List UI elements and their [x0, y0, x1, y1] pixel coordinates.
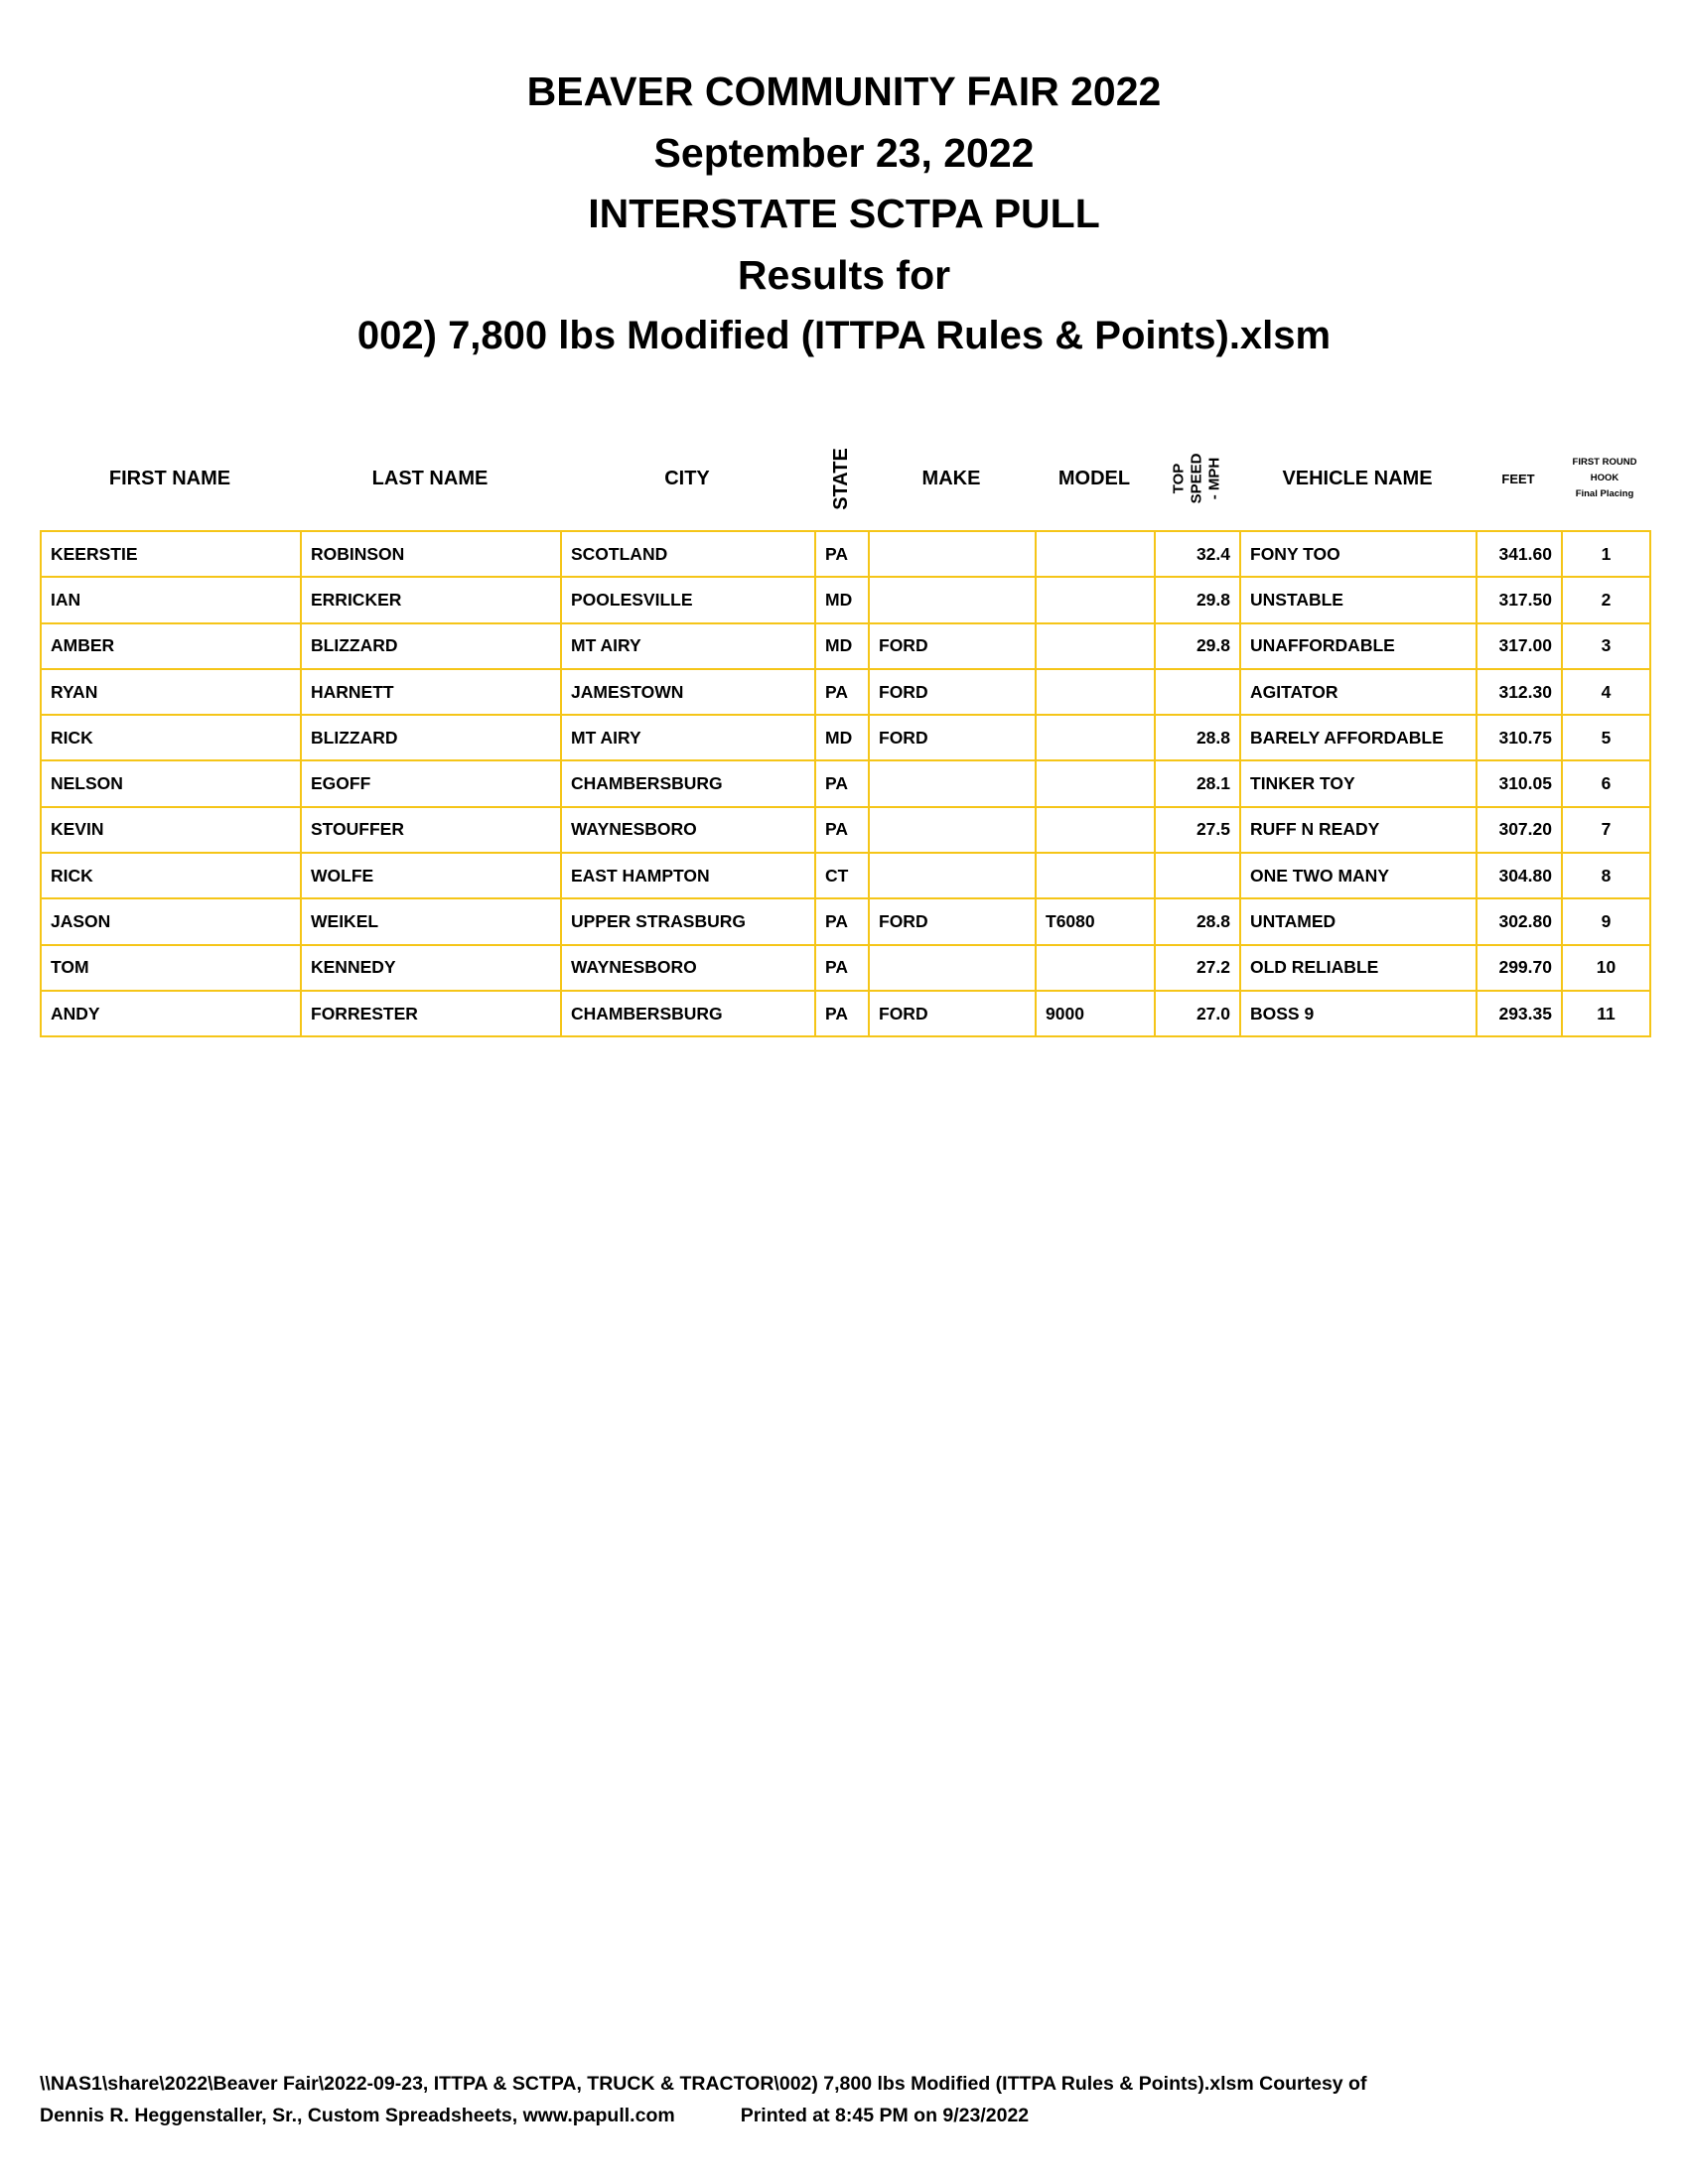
- vehicle-name-cell: BARELY AFFORDABLE: [1240, 715, 1477, 760]
- model-cell: [1036, 623, 1155, 669]
- footer-file-path: \\NAS1\share\2022\Beaver Fair\2022-09-23, ITTPA & SCTPA, TRUCK & TRACTOR\002) 7,800 lbs Modified (ITTPA Rules & Points).xlsm Courtesy of: [40, 2073, 1367, 2095]
- make-cell: [869, 945, 1036, 991]
- footer-printed-time: Printed at 8:45 PM on 9/23/2022: [740, 2105, 1030, 2126]
- last-name-cell: BLIZZARD: [301, 623, 561, 669]
- first-name-cell: KEERSTIE: [41, 531, 301, 577]
- feet-cell: 293.35: [1477, 991, 1562, 1036]
- city-cell: CHAMBERSBURG: [561, 760, 815, 806]
- top-speed-cell: 32.4: [1155, 531, 1240, 577]
- state-cell: PA: [815, 669, 869, 715]
- first-name-cell: IAN: [41, 577, 301, 622]
- header-top-speed-line1: TOP: [1169, 463, 1187, 494]
- class-filename: 002) 7,800 lbs Modified (ITTPA Rules & Points).xlsm: [356, 314, 1332, 357]
- make-cell: [869, 760, 1036, 806]
- vehicle-name-cell: AGITATOR: [1240, 669, 1477, 715]
- header-placing-line1: FIRST ROUND: [1572, 457, 1637, 468]
- header-placing-line2: HOOK: [1590, 473, 1619, 483]
- table-row: [41, 669, 1650, 715]
- vehicle-name-cell: UNTAMED: [1240, 898, 1477, 944]
- state-cell: PA: [815, 898, 869, 944]
- event-title: BEAVER COMMUNITY FAIR 2022: [526, 68, 1162, 114]
- placing-cell: 9: [1562, 898, 1650, 944]
- make-cell: [869, 807, 1036, 853]
- state-cell: CT: [815, 853, 869, 898]
- vehicle-name-cell: ONE TWO MANY: [1240, 853, 1477, 898]
- placing-cell: 7: [1562, 807, 1650, 853]
- placing-cell: 11: [1562, 991, 1650, 1036]
- make-cell: FORD: [869, 623, 1036, 669]
- last-name-cell: ROBINSON: [301, 531, 561, 577]
- make-cell: FORD: [869, 669, 1036, 715]
- feet-cell: 317.50: [1477, 577, 1562, 622]
- placing-cell: 1: [1562, 531, 1650, 577]
- model-cell: [1036, 715, 1155, 760]
- first-name-cell: TOM: [41, 945, 301, 991]
- top-speed-cell: 29.8: [1155, 623, 1240, 669]
- first-name-cell: ANDY: [41, 991, 301, 1036]
- make-cell: FORD: [869, 898, 1036, 944]
- last-name-cell: STOUFFER: [301, 807, 561, 853]
- first-name-cell: RICK: [41, 715, 301, 760]
- top-speed-cell: 27.0: [1155, 991, 1240, 1036]
- model-cell: [1036, 577, 1155, 622]
- last-name-cell: WOLFE: [301, 853, 561, 898]
- placing-cell: 8: [1562, 853, 1650, 898]
- header-top-speed-line2: SPEED: [1187, 453, 1204, 504]
- state-cell: MD: [815, 577, 869, 622]
- city-cell: SCOTLAND: [561, 531, 815, 577]
- state-cell: PA: [815, 991, 869, 1036]
- model-cell: [1036, 945, 1155, 991]
- header-last-name: LAST NAME: [371, 467, 489, 489]
- top-speed-cell: 28.8: [1155, 898, 1240, 944]
- page-footer: [40, 2068, 1668, 2131]
- placing-cell: 2: [1562, 577, 1650, 622]
- make-cell: [869, 853, 1036, 898]
- city-cell: WAYNESBORO: [561, 945, 815, 991]
- city-cell: WAYNESBORO: [561, 807, 815, 853]
- model-cell: [1036, 669, 1155, 715]
- model-cell: [1036, 807, 1155, 853]
- placing-cell: 6: [1562, 760, 1650, 806]
- model-cell: T6080: [1036, 898, 1155, 944]
- city-cell: MT AIRY: [561, 715, 815, 760]
- city-cell: CHAMBERSBURG: [561, 991, 815, 1036]
- header-placing-line3: Final Placing: [1575, 488, 1634, 499]
- top-speed-cell: [1155, 669, 1240, 715]
- first-name-cell: NELSON: [41, 760, 301, 806]
- results-table-body: [41, 531, 1650, 1036]
- feet-cell: 307.20: [1477, 807, 1562, 853]
- results-table: [40, 530, 1651, 1037]
- first-name-cell: RYAN: [41, 669, 301, 715]
- table-row: [41, 898, 1650, 944]
- vehicle-name-cell: TINKER TOY: [1240, 760, 1477, 806]
- top-speed-cell: 27.5: [1155, 807, 1240, 853]
- state-cell: MD: [815, 715, 869, 760]
- table-row: [41, 945, 1650, 991]
- city-cell: JAMESTOWN: [561, 669, 815, 715]
- make-cell: FORD: [869, 991, 1036, 1036]
- placing-cell: 3: [1562, 623, 1650, 669]
- last-name-cell: EGOFF: [301, 760, 561, 806]
- table-row: [41, 853, 1650, 898]
- first-name-cell: JASON: [41, 898, 301, 944]
- last-name-cell: HARNETT: [301, 669, 561, 715]
- last-name-cell: WEIKEL: [301, 898, 561, 944]
- top-speed-cell: 27.2: [1155, 945, 1240, 991]
- header-model: MODEL: [1057, 467, 1131, 489]
- feet-cell: 312.30: [1477, 669, 1562, 715]
- placing-cell: 5: [1562, 715, 1650, 760]
- header-top-speed: [1154, 427, 1239, 530]
- table-row: [41, 715, 1650, 760]
- table-row: [41, 577, 1650, 622]
- feet-cell: 302.80: [1477, 898, 1562, 944]
- state-cell: PA: [815, 760, 869, 806]
- header-city: CITY: [664, 467, 710, 489]
- make-cell: FORD: [869, 715, 1036, 760]
- make-cell: [869, 531, 1036, 577]
- city-cell: MT AIRY: [561, 623, 815, 669]
- last-name-cell: FORRESTER: [301, 991, 561, 1036]
- top-speed-cell: 28.1: [1155, 760, 1240, 806]
- state-cell: PA: [815, 807, 869, 853]
- vehicle-name-cell: FONY TOO: [1240, 531, 1477, 577]
- vehicle-name-cell: UNAFFORDABLE: [1240, 623, 1477, 669]
- header-first-name: FIRST NAME: [108, 467, 231, 489]
- model-cell: [1036, 853, 1155, 898]
- top-speed-cell: 28.8: [1155, 715, 1240, 760]
- vehicle-name-cell: UNSTABLE: [1240, 577, 1477, 622]
- footer-credit: Dennis R. Heggenstaller, Sr., Custom Spreadsheets, www.papull.com: [40, 2105, 675, 2126]
- top-speed-cell: [1155, 853, 1240, 898]
- results-for-label: Results for: [737, 251, 951, 298]
- city-cell: EAST HAMPTON: [561, 853, 815, 898]
- table-header: [40, 427, 1648, 530]
- feet-cell: 299.70: [1477, 945, 1562, 991]
- placing-cell: 10: [1562, 945, 1650, 991]
- table-row: [41, 991, 1650, 1036]
- report-title-block: [0, 62, 1688, 367]
- header-state: [814, 427, 868, 530]
- feet-cell: 317.00: [1477, 623, 1562, 669]
- pull-name: INTERSTATE SCTPA PULL: [588, 191, 1100, 236]
- feet-cell: 310.75: [1477, 715, 1562, 760]
- footer-credit-line: [40, 2100, 1668, 2131]
- table-row: [41, 807, 1650, 853]
- placing-cell: 4: [1562, 669, 1650, 715]
- header-vehicle-name: VEHICLE NAME: [1282, 467, 1433, 489]
- top-speed-cell: 29.8: [1155, 577, 1240, 622]
- event-date: September 23, 2022: [653, 129, 1035, 176]
- state-cell: PA: [815, 531, 869, 577]
- table-row: [41, 531, 1650, 577]
- header-state-label: STATE: [829, 447, 852, 510]
- first-name-cell: KEVIN: [41, 807, 301, 853]
- model-cell: [1036, 760, 1155, 806]
- city-cell: POOLESVILLE: [561, 577, 815, 622]
- model-cell: [1036, 531, 1155, 577]
- header-placing: [1561, 427, 1648, 530]
- last-name-cell: ERRICKER: [301, 577, 561, 622]
- last-name-cell: BLIZZARD: [301, 715, 561, 760]
- first-name-cell: AMBER: [41, 623, 301, 669]
- feet-cell: 341.60: [1477, 531, 1562, 577]
- make-cell: [869, 577, 1036, 622]
- table-row: [41, 623, 1650, 669]
- header-top-speed-line3: - MPH: [1204, 457, 1222, 500]
- vehicle-name-cell: RUFF N READY: [1240, 807, 1477, 853]
- vehicle-name-cell: OLD RELIABLE: [1240, 945, 1477, 991]
- first-name-cell: RICK: [41, 853, 301, 898]
- feet-cell: 304.80: [1477, 853, 1562, 898]
- model-cell: 9000: [1036, 991, 1155, 1036]
- city-cell: UPPER STRASBURG: [561, 898, 815, 944]
- feet-cell: 310.05: [1477, 760, 1562, 806]
- header-feet: FEET: [1501, 471, 1535, 486]
- last-name-cell: KENNEDY: [301, 945, 561, 991]
- header-make: MAKE: [921, 467, 981, 489]
- vehicle-name-cell: BOSS 9: [1240, 991, 1477, 1036]
- state-cell: PA: [815, 945, 869, 991]
- table-row: [41, 760, 1650, 806]
- state-cell: MD: [815, 623, 869, 669]
